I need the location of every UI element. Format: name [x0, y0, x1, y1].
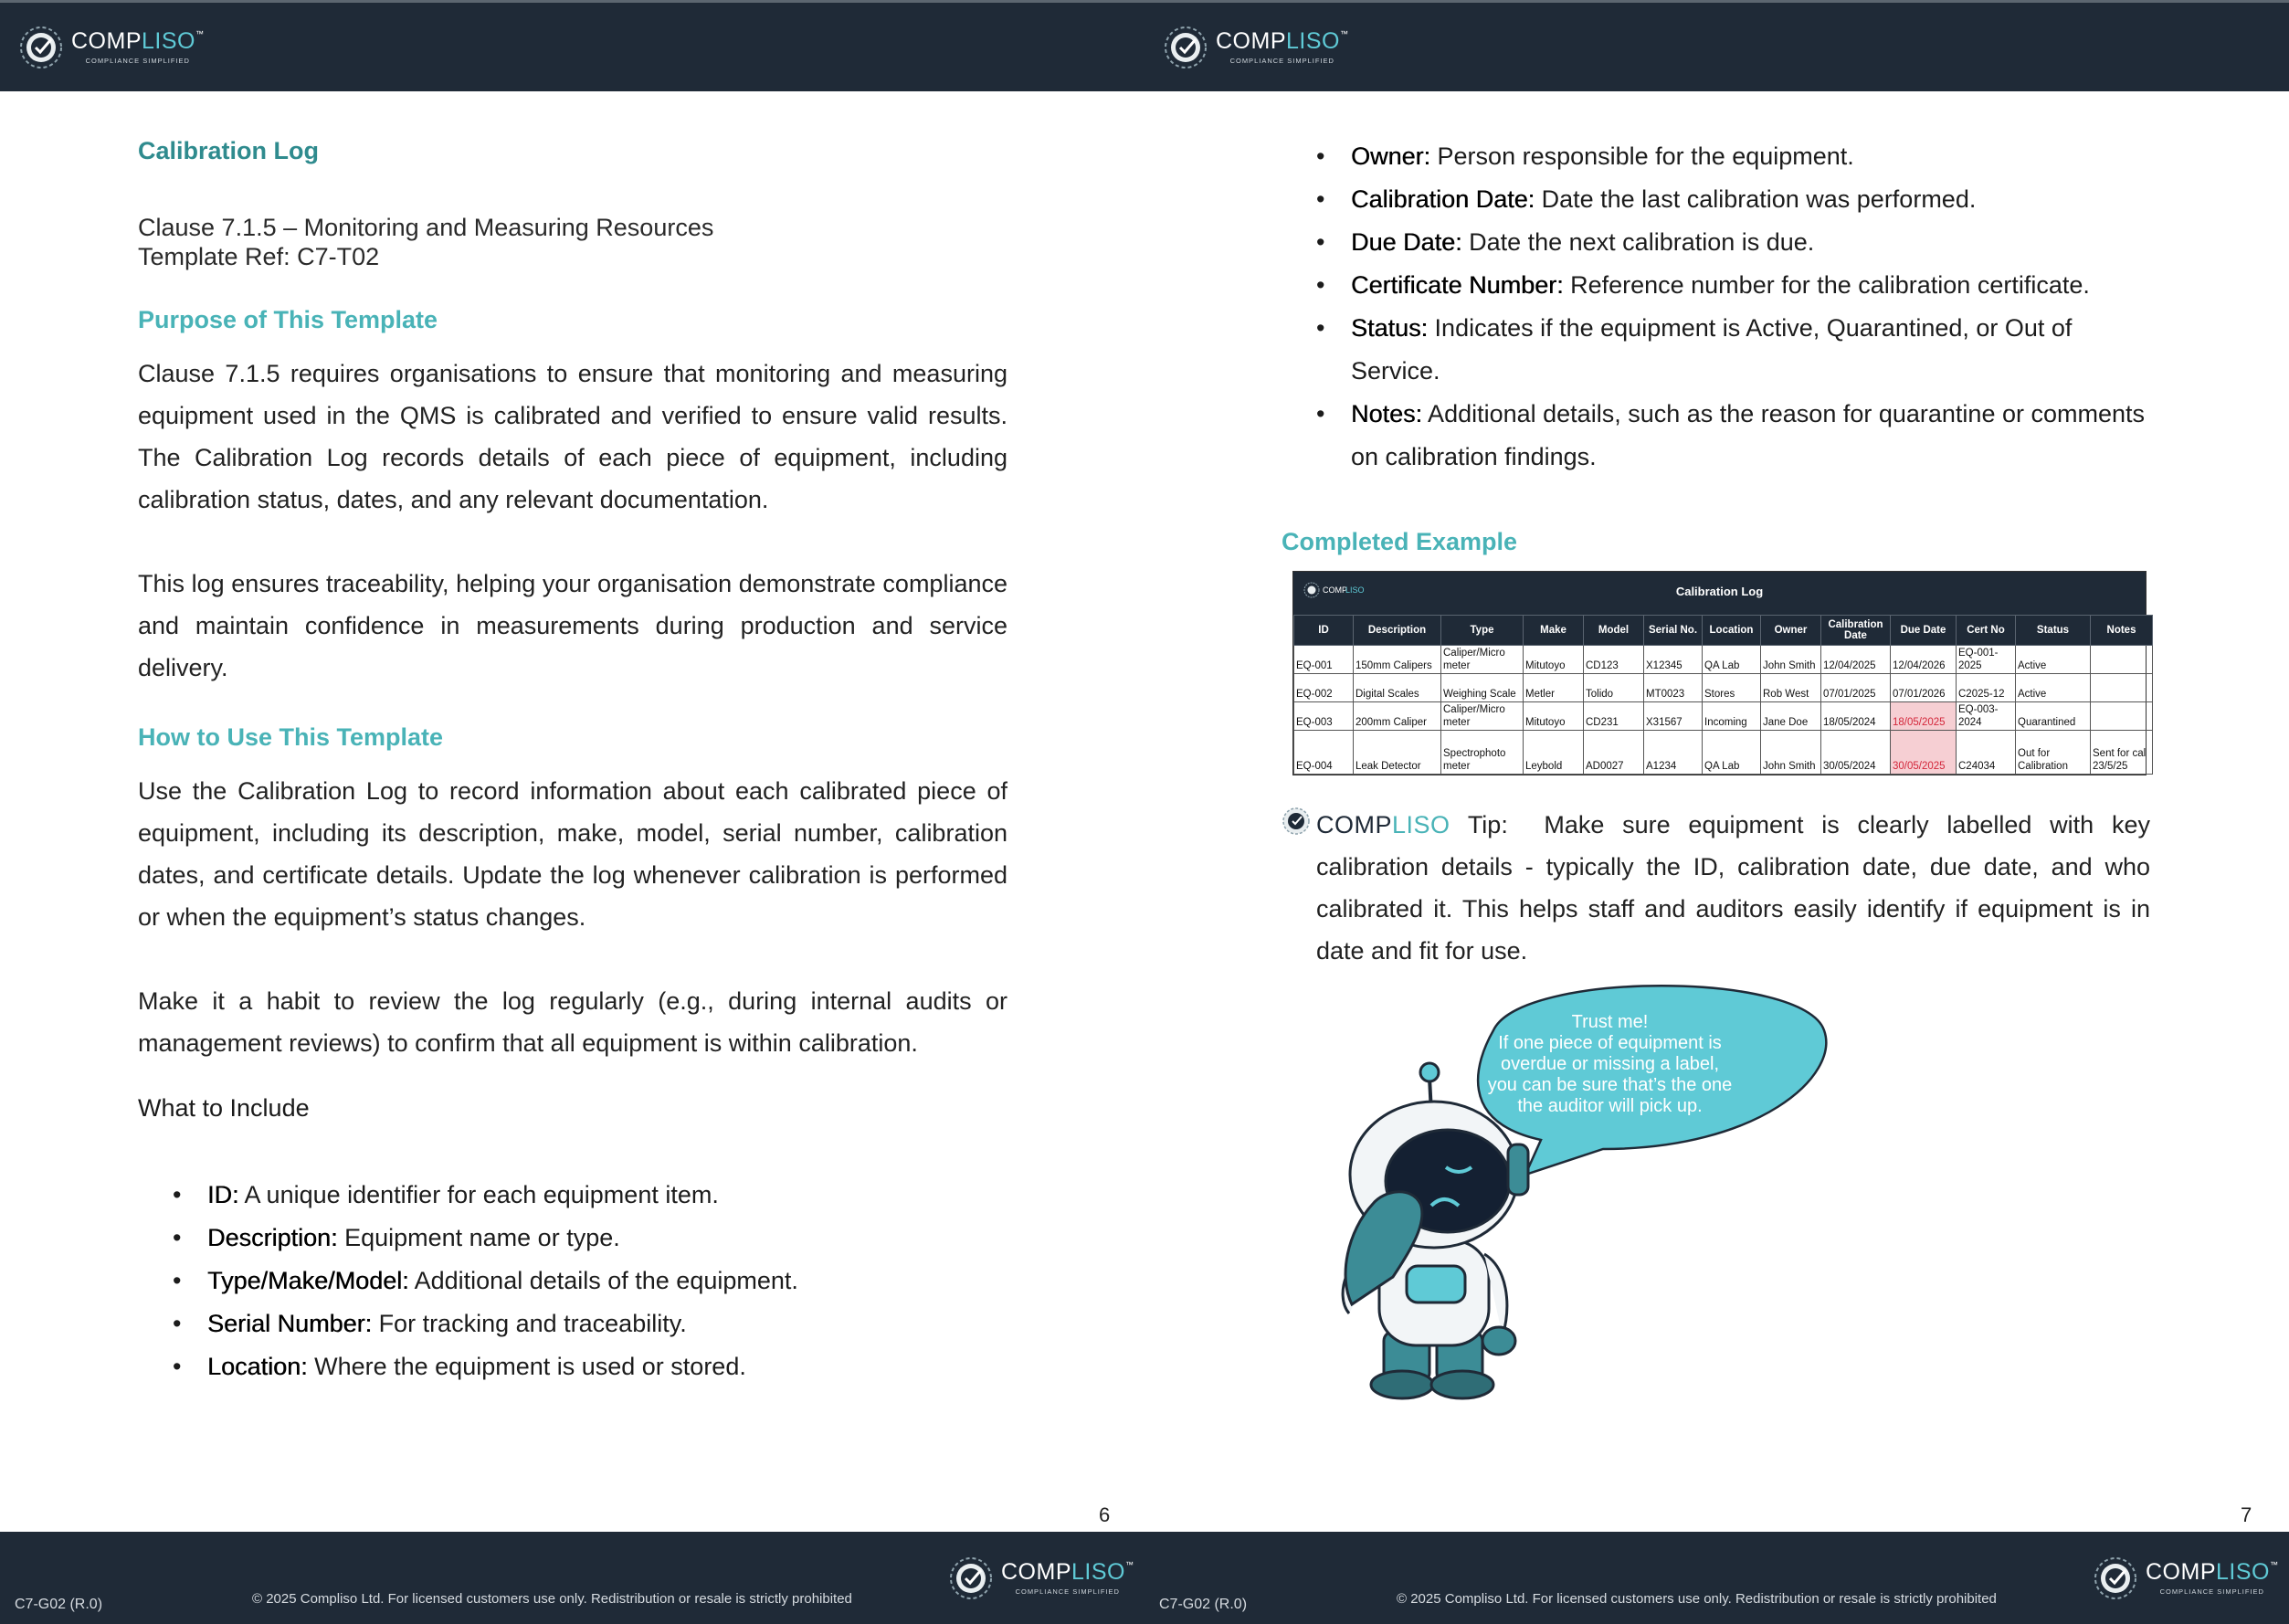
copyright-notice: © 2025 Compliso Ltd. For licensed customers use only. Redistribution or resale is strictly prohibited: [252, 1591, 852, 1607]
table-header-row: [1294, 616, 2153, 646]
page-header: [1144, 0, 2289, 91]
howto-paragraph-2: Make it a habit to review the log regularly (e.g., during internal audits or management reviews) to confirm that all equipment is within calibration.: [138, 987, 1007, 1057]
page-title: Calibration Log: [138, 137, 319, 164]
compliso-logo[interactable]: COMPLISO™ COMPLIANCE SIMPLIFIED: [1163, 25, 1348, 70]
overdue-cell: 30/05/2025: [1891, 731, 1957, 775]
left-content: [138, 137, 1007, 1388]
copyright-notice: © 2025 Compliso Ltd. For licensed customers use only. Redistribution or resale is strictly prohibited: [1397, 1591, 1997, 1607]
table-title-bar: [1293, 572, 2146, 615]
left-page: [0, 0, 1144, 1624]
compliso-tip: [1316, 804, 2150, 972]
speech-bubble-text: Trust me! If one piece of equipment is overdue or missing a label, you can be sure that’s the one the auditor will pick up.: [1487, 1012, 1733, 1116]
list-item: • Serial Number: For tracking and traceability.: [173, 1310, 687, 1337]
compliso-tip-icon: [1282, 807, 1310, 835]
compliso-logo-icon: [1163, 25, 1208, 70]
table-row: EQ-001 150mm Calipers Caliper/Micro meter Mitutoyo CD123 X12345 QA Lab John Smith 12/04/2025 12/04/2026 EQ-001-2025 Active: [1294, 646, 2153, 674]
howto-paragraph-1: Use the Calibration Log to record information about each calibrated piece of equipment, including its description, make, model, serial number, calibration dates, and certificate details. Update the log whenever calibration is performed or when the equipment’s status changes.: [138, 777, 1007, 931]
purpose-heading: Purpose of This Template: [138, 306, 438, 333]
column-header: Location: [1703, 616, 1761, 646]
tip-brand: COMPLISO: [1316, 811, 1450, 838]
column-header: Notes: [2091, 616, 2153, 646]
compliso-logo-icon: [18, 25, 64, 70]
column-header: ID: [1294, 616, 1354, 646]
column-header: Model: [1584, 616, 1644, 646]
page-number: 6: [1099, 1503, 1111, 1526]
tip-label: Tip:: [1467, 811, 1508, 838]
list-item: • Owner: Person responsible for the equipment.: [1316, 142, 1854, 170]
column-header: Make: [1524, 616, 1584, 646]
example-heading: Completed Example: [1282, 528, 1518, 555]
page-header: [0, 0, 1144, 91]
list-item: • Description: Equipment name or type.: [173, 1224, 620, 1251]
list-item: • Notes: Additional details, such as the reason for quarantine or comments on calibration findings.: [1316, 400, 2145, 470]
compliso-logo[interactable]: COMPLISO™ COMPLIANCE SIMPLIFIED: [18, 25, 204, 70]
list-item: • Calibration Date: Date the last calibration was performed.: [1316, 185, 1977, 213]
include-heading: What to Include: [138, 1094, 310, 1122]
list-item: • Location: Where the equipment is used or stored.: [173, 1353, 746, 1380]
calibration-table: [1293, 615, 2153, 775]
compliso-logo-icon: [948, 1555, 994, 1601]
svg-text:LISO: LISO: [1345, 585, 1365, 595]
compliso-footer-logo[interactable]: COMPLISO™ COMPLIANCE SIMPLIFIED: [2093, 1555, 2278, 1601]
list-item: • ID: A unique identifier for each equipment item.: [173, 1181, 719, 1208]
howto-heading: How to Use This Template: [138, 723, 444, 751]
clause-ref: Clause 7.1.5 – Monitoring and Measuring Resources Template Ref: C7-T02: [138, 214, 714, 270]
include-list-left: [173, 1174, 1007, 1388]
include-list-right: [1316, 135, 2264, 479]
doc-ref: C7-G02 (R.0): [1159, 1597, 1248, 1612]
calibration-log-example-table: [1292, 571, 2147, 775]
table-title: Calibration Log: [1675, 585, 1764, 598]
list-item: • Due Date: Date the next calibration is due.: [1316, 228, 1815, 256]
list-item: • Certificate Number: Reference number for the calibration certificate.: [1316, 271, 2090, 299]
column-header: Due Date: [1891, 616, 1957, 646]
doc-ref: C7-G02 (R.0): [15, 1597, 103, 1612]
page-footer: [0, 1532, 1144, 1624]
tip-text: Make sure equipment is clearly labelled with key calibration details - typically the ID, calibration date, due date, and who calibrated it. This helps staff and auditors easily identify if equipment is in date and fit for use.: [1316, 811, 2150, 965]
column-header: Serial No.: [1644, 616, 1703, 646]
column-header: Owner: [1761, 616, 1821, 646]
page-footer: [1144, 1532, 2289, 1624]
svg-text:COMP: COMP: [1323, 585, 1347, 595]
compliso-logo-icon: [2093, 1555, 2138, 1601]
column-header: Cert No: [1957, 616, 2016, 646]
list-item: • Status: Indicates if the equipment is Active, Quarantined, or Out of Service.: [1316, 314, 2073, 385]
column-header: Calibration Date: [1821, 616, 1891, 646]
list-item: • Type/Make/Model: Additional details of the equipment.: [173, 1267, 798, 1294]
table-row: EQ-004 Leak Detector Spectrophoto meter Leybold AD0027 A1234 QA Lab John Smith 30/05/2024 30/05/2025 C24034 Out for Calibration Sent for cal 23/5/25: [1294, 731, 2153, 775]
table-row: EQ-002 Digital Scales Weighing Scale Metler Tolido MT0023 Stores Rob West 07/01/2025 07/01/2026 C2025-12 Active: [1294, 674, 2153, 702]
overdue-cell: 18/05/2025: [1891, 702, 1957, 731]
compliso-footer-logo[interactable]: COMPLISO™ COMPLIANCE SIMPLIFIED: [948, 1555, 1134, 1601]
purpose-paragraph-1: Clause 7.1.5 requires organisations to ensure that monitoring and measuring equipment used in the QMS is calibrated and verified to ensure valid results. The Calibration Log records details of each piece of equipment, including calibration status, dates, and any relevant documentation.: [138, 360, 1007, 513]
purpose-paragraph-2: This log ensures traceability, helping your organisation demonstrate compliance and maintain confidence in measurements during production and service delivery.: [138, 570, 1007, 681]
column-header: Status: [2016, 616, 2091, 646]
table-row: EQ-003 200mm Caliper Caliper/Micro meter Mitutoyo CD231 X31567 Incoming Jane Doe 18/05/2024 18/05/2025 EQ-003-2024 Quarantined: [1294, 702, 2153, 731]
page-number: 7: [2241, 1503, 2252, 1526]
column-header: Type: [1441, 616, 1524, 646]
column-header: Description: [1354, 616, 1441, 646]
